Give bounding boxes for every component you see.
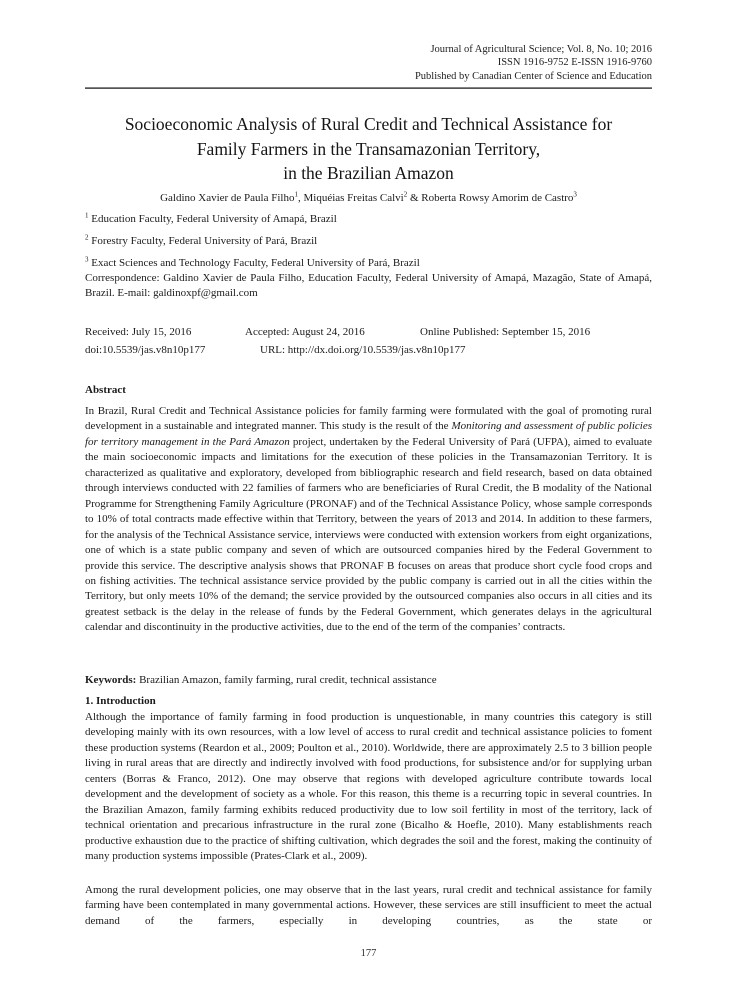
received-date: Received: July 15, 2016 [85,326,192,338]
correspondence-note: Correspondence: Galdino Xavier de Paula Filho, Education Faculty, Federal University of Amapá, Mazagão, State of Amapá, Brazil. E-mail: galdinoxpf@gmail.com [85,272,652,300]
paper-title-line3: in the Brazilian Amazon [283,163,454,183]
header-divider [85,87,652,89]
keywords-label: Keywords: [85,674,137,686]
abstract-heading: Abstract [85,384,126,396]
publication-meta [85,323,652,359]
affiliation-marker: 1 [85,211,89,220]
paper-title-line2: Family Farmers in the Transamazonian Territory, [196,138,541,159]
affiliation-item [85,230,652,252]
section-heading-introduction: 1. Introduction [85,695,156,707]
doi-text: doi:10.5539/jas.v8n10p177 [85,344,206,356]
author-separator: , [297,192,304,204]
paper-title [0,112,737,186]
accepted-date: Accepted: August 24, 2016 [245,326,365,338]
affiliation-text: Forestry Faculty, Federal University of Pará, Brazil [88,235,318,247]
author-name: Miquéias Freitas Calvi [303,192,404,204]
journal-masthead [85,43,652,83]
affiliation-item [85,208,652,230]
author-affiliation-marker: 3 [573,190,577,199]
abstract-part1: In Brazil, Rural Credit and Technical Assistance policies for family farming were formulated with the goal of promoting rural development in a sustainable and integrated manner. This study is the result of the [85,405,652,433]
keywords-line [85,673,652,688]
url-text: URL: http://dx.doi.org/10.5539/jas.v8n10p177 [260,344,466,356]
author-name: Galdino Xavier de Paula Filho [160,192,295,204]
abstract-part2: project, undertaken by the Federal University of Pará (UFPA), aimed to evaluate the main socioeconomic impacts and limitations for the execution of these policies in the Transamazonian Territory. It is characterized as qualitative and exploratory, developed from bibliographic research and field research, based on data obtained through interviews conducted with 22 families of farmers who are beneficiaries of Rural Credit, the B modality of the National Programme for Strengthening Family Agriculture (PRONAF) and of the Technical Assistance Policy, whose sample corresponds to 10% of total contracts made effective within that Territory, between the years of 2013 and 2014. In addition to these farmers, for the analysis of the Technical Assistance service, interviews were conducted with extension workers from eight organizations, one of which is a state public company and seven of which are outsourced companies hired by the Federal Government to provide this service. The descriptive analysis shows that PRONAF B focuses on areas that produce short cycle food crops and on fishing activities. The technical assistance service provided by the public company is carried out in all the cities within the Territory, but only meets 10% of the demand; the service provided by the outsourced companies also occurs in all cities and its greatest setback is the delay in the release of funds by the Federal Government, which generates delays in the agricultural calendar and discontinuity in the productive activities, due to the end of the term of the companies’ contracts. [85,435,653,634]
abstract-text [85,404,652,636]
dates-row [85,323,652,341]
author-affiliation-marker: 1 [294,190,298,199]
issn-line: ISSN 1916-9752 E-ISSN 1916-9760 [497,57,652,69]
authors-line [0,191,737,205]
author-separator: & [407,192,422,204]
page-number: 177 [360,948,377,959]
affiliation-text: Exact Sciences and Technology Faculty, Federal University of Pará, Brazil [88,257,420,269]
introduction-paragraph-2: Among the rural development policies, one may observe that in the last years, rural credit and technical assistance for family farming have been contemplated in many governmental actions. However, these services are still insufficient to meet the actual demand of the farmers, especially in developing countries, as the state or [85,884,652,927]
affiliations-list [85,208,652,274]
author-affiliation-marker: 2 [403,190,408,199]
paper-title-line1: Socioeconomic Analysis of Rural Credit and Technical Assistance for [124,114,613,134]
affiliation-marker: 2 [85,233,89,242]
keywords-list: Brazilian Amazon, family farming, rural credit, technical assistance [136,674,437,686]
abstract-project-title-italic: Monitoring and assessment of public policies for territory management in the Pará Amazon [85,420,652,448]
author-name: Roberta Rowsy Amorim de Castro [421,192,574,204]
introduction-paragraph-1: Although the importance of family farming in food production is unquestionable, in many countries this category is still developing mainly with its own resources, with a low level of access to rural credit and technical assistance policies to foment these production systems (Reardon et al., 2009; Poulton et al., 2010). Worldwide, there are approximately 2.5 to 3 billion people living in rural areas that are directly and indirectly involved with food productions, for subsistence and/or for supplying urban centers (Borras & Franco, 2012). One may observe that regions with developed agriculture contribute towards local development and the development of society as a whole. For this reason, this theme is a recurring topic in several countries. In the Brazilian Amazon, family farming exhibits reduced productivity due to low soil fertility in most of the territory, lack of technical orientation and precarious infrastructure in the rural zone (Bicalho & Hoefle, 2010). Many establishments reach productive exhaustion due to the practice of shifting cultivation, which degrades the soil and the forest, making the continuity of many production systems impossible (Prates-Clark et al., 2009). [85,711,652,863]
doi-row [85,341,652,359]
online-published-date: Online Published: September 15, 2016 [420,326,591,338]
journal-name-line: Journal of Agricultural Science; Vol. 8, No. 10; 2016 [430,44,652,55]
affiliation-text: Education Faculty, Federal University of Amapá, Brazil [88,213,337,225]
publisher-line: Published by Canadian Center of Science and Education [414,70,652,82]
affiliation-marker: 3 [85,255,89,264]
